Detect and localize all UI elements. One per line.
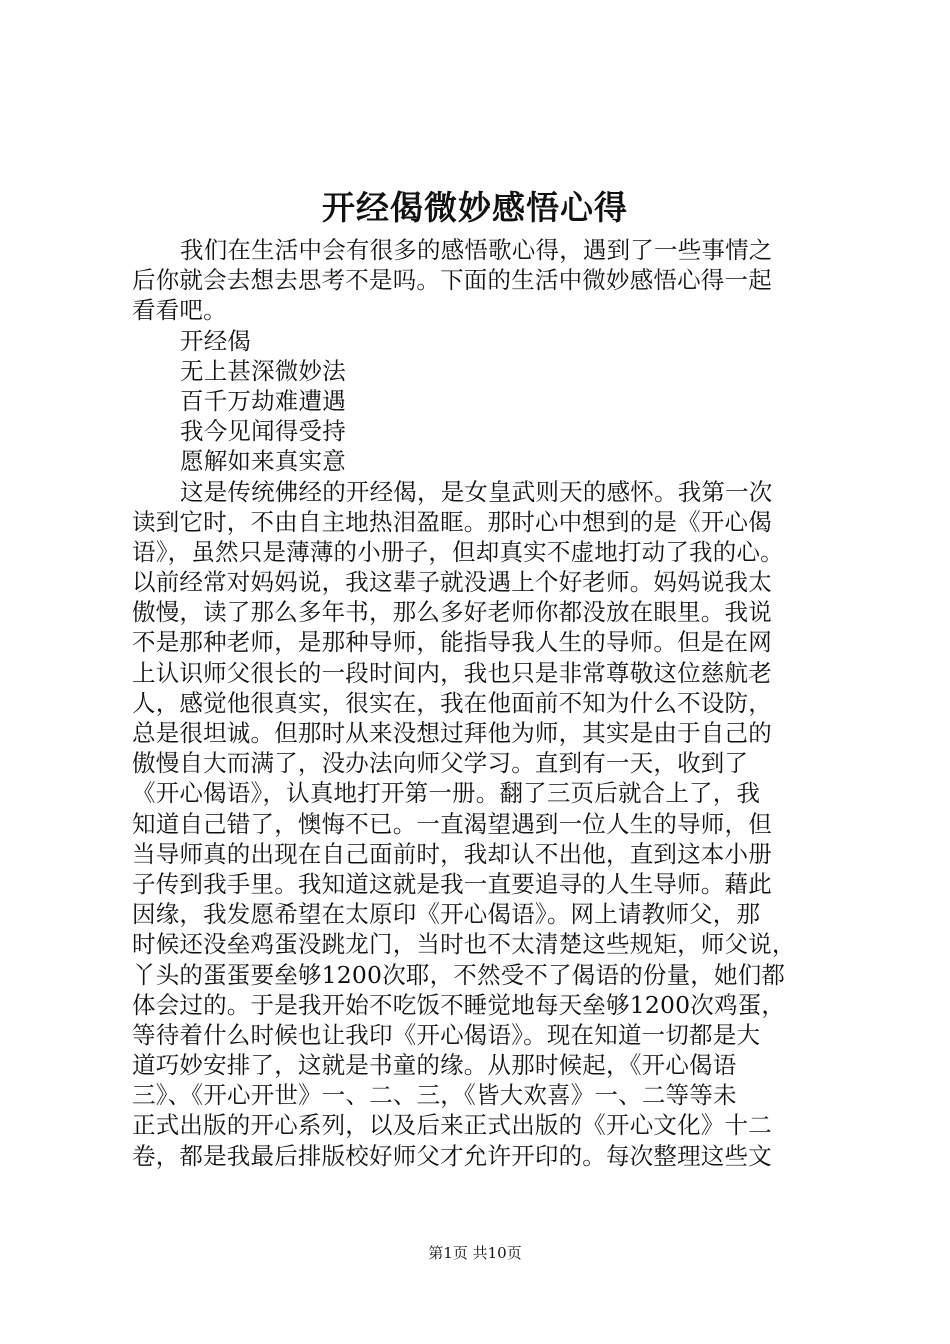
paragraph-line: 正式出版的开心系列，以及后来正式出版的《开心文化》十二 bbox=[132, 1111, 772, 1140]
paragraph-line: 丫头的蛋蛋要垒够1200次耶，不然受不了偈语的份量，她们都 bbox=[132, 960, 786, 989]
document-title: 开经偈微妙感悟心得 bbox=[322, 188, 628, 227]
paragraph-line: 体会过的。于是我开始不吃饭不睡觉地每天垒够1200次鸡蛋， bbox=[132, 990, 786, 1019]
paragraph-line: 三》、《开心开世》一、二、三，《皆大欢喜》一、二等等未 bbox=[132, 1081, 737, 1110]
paragraph-line: 因缘，我发愿希望在太原印《开心偈语》。网上请教师父，那 bbox=[132, 900, 761, 929]
paragraph-line: 语》，虽然只是薄薄的小册子，但却真实不虚地打动了我的心。 bbox=[132, 537, 784, 566]
paragraph-line: 后你就会去想去思考不是吗。下面的生活中微妙感悟心得一起 bbox=[132, 266, 772, 295]
paragraph-line: 不是那种老师，是那种导师，能指导我人生的导师。但是在网 bbox=[132, 628, 772, 657]
paragraph-line: 当导师真的出现在自己面前时，我却认不出他，直到这本小册 bbox=[132, 839, 772, 868]
paragraph-line: 《开心偈语》，认真地打开第一册。翻了三页后就合上了，我 bbox=[132, 779, 761, 808]
paragraph-line: 傲慢自大而满了，没办法向师父学习。直到有一天，收到了 bbox=[132, 749, 749, 778]
paragraph-line: 以前经常对妈妈说，我这辈子就没遇上个好老师。妈妈说我太 bbox=[132, 568, 772, 597]
paragraph-line: 人，感觉他很真实，很实在，我在他面前不知为什么不设防， bbox=[132, 688, 772, 717]
page-footer: 第1页 共10页 bbox=[428, 1244, 522, 1262]
paragraph-line: 上认识师父很长的一段时间内，我也只是非常尊敬这位慈航老 bbox=[132, 658, 772, 687]
paragraph-line: 这是传统佛经的开经偈，是女皇武则天的感怀。我第一次 bbox=[180, 477, 773, 506]
paragraph-line: 我们在生活中会有很多的感悟歌心得，遇到了一些事情之 bbox=[180, 236, 773, 264]
verse-line: 愿解如来真实意 bbox=[180, 447, 346, 476]
paragraph-line: 看看吧。 bbox=[132, 296, 227, 325]
paragraph-line: 道巧妙安排了，这就是书童的缘。从那时候起，《开心偈语 bbox=[132, 1051, 737, 1080]
paragraph-line: 知道自己错了，懊悔不已。一直渴望遇到一位人生的导师，但 bbox=[132, 809, 772, 838]
verse-heading: 开经偈 bbox=[180, 326, 252, 355]
paragraph-line: 读到它时，不由自主地热泪盈眶。那时心中想到的是《开心偈 bbox=[132, 507, 772, 536]
paragraph-line: 傲慢，读了那么多年书，那么多好老师你都没放在眼里。我说 bbox=[132, 598, 772, 627]
verse-line: 我今见闻得受持 bbox=[180, 417, 346, 446]
paragraph-line: 总是很坦诚。但那时从来没想过拜他为师，其实是由于自己的 bbox=[132, 719, 772, 747]
verse-line: 无上甚深微妙法 bbox=[180, 356, 346, 385]
document-body bbox=[132, 235, 832, 1171]
paragraph-line: 等待着什么时候也让我印《开心偈语》。现在知道一切都是大 bbox=[132, 1020, 761, 1049]
paragraph-line: 子传到我手里。我知道这就是我一直要追寻的人生导师。藉此 bbox=[132, 869, 772, 898]
verse-line: 百千万劫难遭遇 bbox=[180, 386, 346, 415]
paragraph-line: 时候还没垒鸡蛋没跳龙门，当时也不太清楚这些规矩，师父说， bbox=[132, 930, 796, 959]
paragraph-line: 卷，都是我最后排版校好师父才允许开印的。每次整理这些文 bbox=[132, 1141, 772, 1170]
